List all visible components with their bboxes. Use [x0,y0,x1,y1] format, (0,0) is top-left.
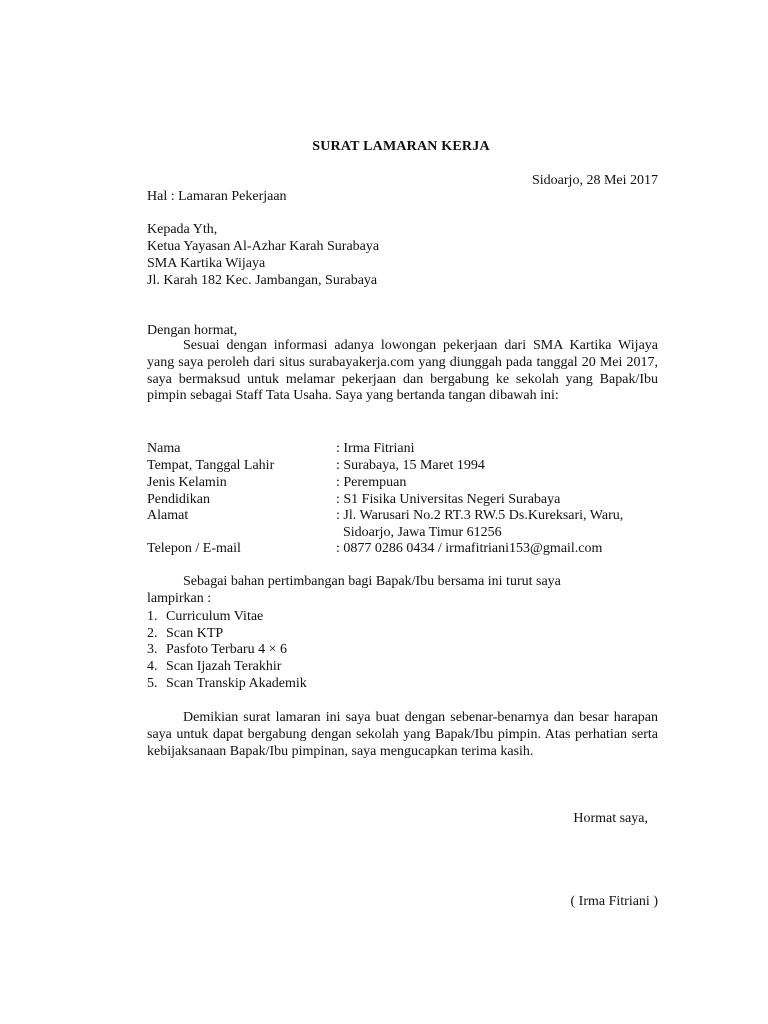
attachment-number: 3. [147,642,158,657]
info-value: : S1 Fisika Universitas Negeri Surabaya [336,492,561,507]
attachment-text: Pasfoto Terbaru 4 × 6 [166,642,287,657]
greeting: Dengan hormat, [147,323,238,338]
info-value: : Perempuan [336,475,407,490]
recipient-line: SMA Kartika Wijaya [147,256,266,271]
attachment-intro-text: Sebagai bahan pertimbangan bagi Bapak/Ibu bersama ini turut saya lampirkan : [147,574,561,606]
attachment-text: Scan Ijazah Terakhir [166,659,282,674]
letter-title: SURAT LAMARAN KERJA [312,139,490,154]
info-label: Tempat, Tanggal Lahir [147,458,275,473]
info-row-address [147,507,667,524]
attachment-item [147,641,287,658]
info-label: Jenis Kelamin [147,475,227,490]
attachment-item [147,675,307,692]
intro-paragraph [147,338,658,405]
info-row-education [147,491,667,508]
attachment-item [147,625,223,642]
closing-text: Demikian surat lamaran ini saya buat dengan sebenar-benarnya dan besar harapan saya untuk dapat bergabung dengan sekolah yang Bapak/Ibu pimpin. Atas perhatian serta kebijaksanaan Bapak/Ibu pimpinan, saya mengucapkan terima kasih. [147,710,658,759]
attachment-number: 1. [147,609,158,624]
closing-paragraph [147,710,658,760]
sign-off: Hormat saya, [573,811,648,826]
info-label: Telepon / E-mail [147,541,241,556]
info-value: : 0877 0286 0434 / irmafitriani153@gmail.com [336,541,603,556]
info-value: : Jl. Warusari No.2 RT.3 RW.5 Ds.Kureksari, Waru, [336,508,624,523]
info-label: Alamat [147,508,189,523]
attachment-text: Curriculum Vitae [166,609,264,624]
info-row-address-cont [147,524,667,541]
attachment-number: 2. [147,626,158,641]
attachment-item [147,658,281,675]
recipient-line: Jl. Karah 182 Kec. Jambangan, Surabaya [147,273,378,288]
recipient-line: Kepada Yth, [147,222,218,237]
info-label: Nama [147,441,181,456]
info-value: Sidoarjo, Jawa Timur 61256 [336,525,502,540]
attachment-item [147,608,263,625]
place-date: Sidoarjo, 28 Mei 2017 [532,173,658,188]
attachment-text: Scan KTP [166,626,224,641]
info-value: : Surabaya, 15 Maret 1994 [336,458,485,473]
attachment-number: 4. [147,659,158,674]
info-value: : Irma Fitriani [336,441,415,456]
signature-name: ( Irma Fitriani ) [570,894,658,909]
attachment-number: 5. [147,676,158,691]
info-row-contact [147,540,667,557]
info-row-gender [147,474,667,491]
attachment-text: Scan Transkip Akademik [166,676,307,691]
info-label: Pendidikan [147,492,210,507]
intro-text: Sesuai dengan informasi adanya lowongan pekerjaan dari SMA Kartika Wijaya yang saya peroleh dari situs surabayakerja.com yang diunggah pada tanggal 20 Mei 2017, saya bermaksud untuk melamar pekerjaan dan bergabung ke sekolah yang Bapak/Ibu pimpin sebagai Staff Tata Usaha. Saya yang bertanda tangan dibawah ini: [147,338,658,404]
info-row-name [147,440,667,457]
attachment-intro-paragraph [147,574,617,608]
info-row-birth [147,457,667,474]
subject-line: Hal : Lamaran Pekerjaan [147,189,287,204]
recipient-line: Ketua Yayasan Al-Azhar Karah Surabaya [147,239,380,254]
